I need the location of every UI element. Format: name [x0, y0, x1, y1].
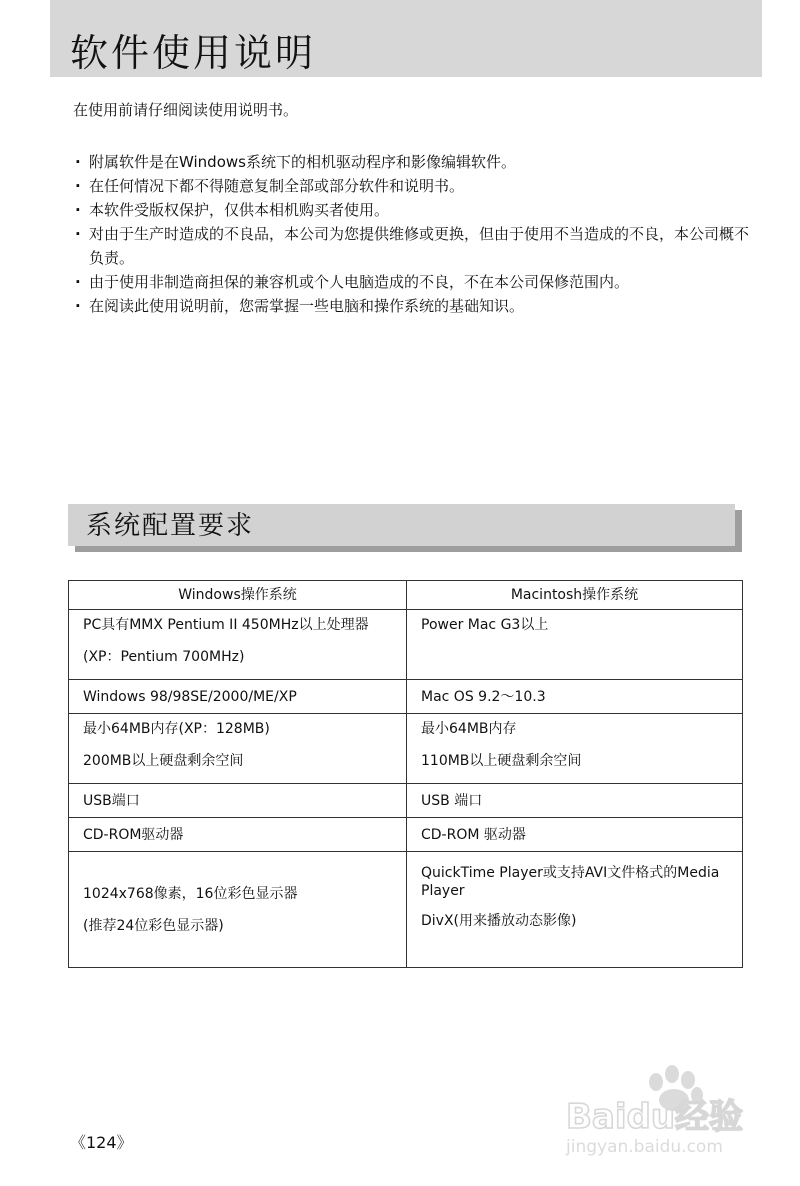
- table-row: [69, 852, 743, 968]
- list-item: · 对由于生产时造成的不良品，本公司为您提供维修或更换，但由于使用不当造成的不良，本公司概不负责。: [73, 222, 749, 270]
- cell-line: PC具有MMX Pentium II 450MHz以上处理器: [83, 617, 369, 633]
- page-number: 《124》: [70, 1133, 133, 1152]
- list-item: · 在任何情况下都不得随意复制全部或部分软件和说明书。: [73, 174, 749, 198]
- cell-line: 1024x768像素，16位彩色显示器: [83, 885, 298, 902]
- svg-text:Baidu经验: Baidu经验: [566, 1097, 744, 1137]
- cell-line: QuickTime Player或支持AVI文件格式的Media Player: [421, 865, 720, 899]
- cell-windows: Windows 98/98SE/2000/ME/XP: [69, 680, 407, 714]
- cell-windows: [69, 852, 407, 968]
- cell-line: 最小64MB内存(XP：128MB): [83, 721, 270, 737]
- cell-line: 200MB以上硬盘剩余空间: [83, 753, 244, 769]
- cell-windows: [69, 610, 407, 680]
- header-macintosh: Macintosh操作系统: [407, 581, 743, 610]
- cell-mac: [407, 610, 743, 680]
- cell-line: (XP：Pentium 700MHz): [83, 649, 245, 665]
- notes-list: [73, 150, 749, 318]
- svg-text:jingyan.baidu.com: jingyan.baidu.com: [566, 1137, 723, 1157]
- requirements-table: [68, 580, 743, 968]
- cell-mac: [407, 852, 743, 968]
- table-row: [69, 818, 743, 852]
- cell-windows: CD-ROM驱动器: [69, 818, 407, 852]
- header-windows: Windows操作系统: [69, 581, 407, 610]
- cell-windows: [69, 714, 407, 784]
- table-header-row: [69, 581, 743, 610]
- cell-mac: [407, 714, 743, 784]
- cell-line: (推荐24位彩色显示器): [83, 917, 224, 934]
- cell-line: 110MB以上硬盘剩余空间: [421, 753, 582, 769]
- cell-mac: USB 端口: [407, 784, 743, 818]
- list-item: · 在阅读此使用说明前，您需掌握一些电脑和操作系统的基础知识。: [73, 294, 749, 318]
- table-row: [69, 714, 743, 784]
- cell-mac: Mac OS 9.2～10.3: [407, 680, 743, 714]
- table-row: [69, 680, 743, 714]
- table-row: [69, 610, 743, 680]
- cell-line: DivX(用来播放动态影像): [421, 913, 577, 929]
- list-item: · 本软件受版权保护，仅供本相机购买者使用。: [73, 198, 749, 222]
- intro-text: 在使用前请仔细阅读使用说明书。: [73, 101, 299, 119]
- table-row: [69, 784, 743, 818]
- baidu-jingyan-watermark: [560, 1060, 760, 1160]
- section-title: 系统配置要求: [86, 511, 255, 541]
- cell-line: Power Mac G3以上: [421, 617, 549, 633]
- page-title: 软件使用说明: [70, 31, 317, 75]
- cell-windows: USB端口: [69, 784, 407, 818]
- cell-mac: CD-ROM 驱动器: [407, 818, 743, 852]
- cell-line: 最小64MB内存: [421, 721, 517, 737]
- list-item: · 附属软件是在Windows系统下的相机驱动程序和影像编辑软件。: [73, 150, 749, 174]
- list-item: · 由于使用非制造商担保的兼容机或个人电脑造成的不良，不在本公司保修范围内。: [73, 270, 749, 294]
